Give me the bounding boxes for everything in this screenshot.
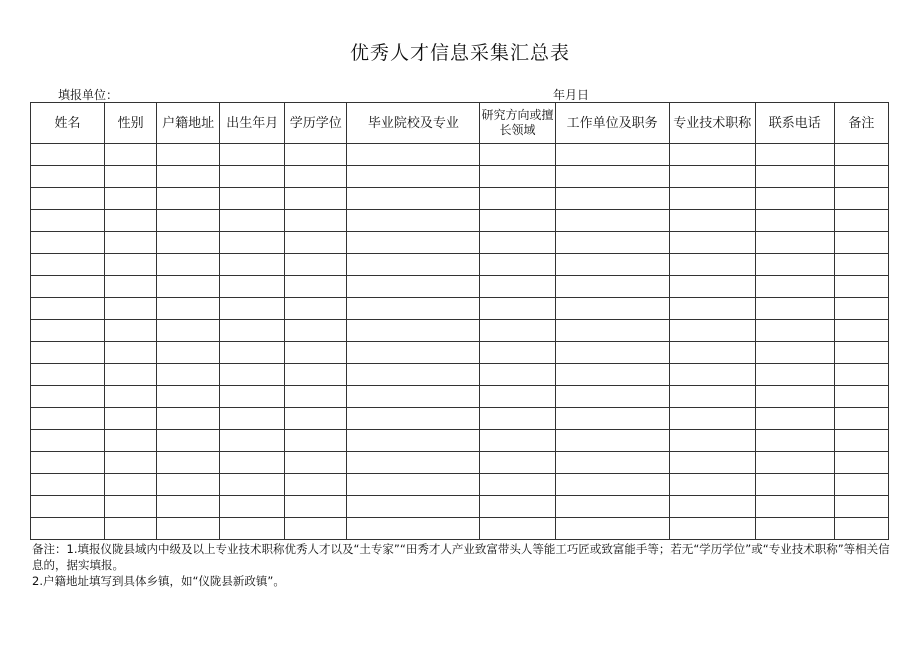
cell-name[interactable]	[31, 144, 105, 166]
cell-school[interactable]	[347, 254, 480, 276]
talent-info-table	[30, 102, 889, 540]
cell-birth[interactable]	[220, 144, 285, 166]
cell-phone[interactable]	[755, 452, 834, 474]
table-row	[31, 430, 889, 452]
cell-degree[interactable]	[285, 518, 347, 540]
cell-gender[interactable]	[105, 474, 157, 496]
cell-phone[interactable]	[755, 386, 834, 408]
cell-gender[interactable]	[105, 452, 157, 474]
cell-birth[interactable]	[220, 342, 285, 364]
cell-remarks[interactable]	[834, 166, 888, 188]
cell-household[interactable]	[157, 364, 220, 386]
cell-school[interactable]	[347, 232, 480, 254]
cell-phone[interactable]	[755, 518, 834, 540]
cell-title[interactable]	[669, 474, 755, 496]
cell-gender[interactable]	[105, 276, 157, 298]
cell-gender[interactable]	[105, 408, 157, 430]
cell-birth[interactable]	[220, 386, 285, 408]
cell-gender[interactable]	[105, 298, 157, 320]
cell-title[interactable]	[669, 144, 755, 166]
cell-employer[interactable]	[555, 364, 669, 386]
cell-remarks[interactable]	[834, 188, 888, 210]
cell-gender[interactable]	[105, 188, 157, 210]
cell-degree[interactable]	[285, 364, 347, 386]
cell-name[interactable]	[31, 320, 105, 342]
cell-birth[interactable]	[220, 518, 285, 540]
table-row	[31, 276, 889, 298]
cell-degree[interactable]	[285, 430, 347, 452]
cell-employer[interactable]	[555, 430, 669, 452]
cell-remarks[interactable]	[834, 430, 888, 452]
form-title: 优秀人才信息采集汇总表	[349, 42, 570, 64]
cell-gender[interactable]	[105, 496, 157, 518]
cell-birth[interactable]	[220, 188, 285, 210]
col-header-phone: 联系电话	[755, 103, 834, 144]
cell-research[interactable]	[480, 188, 555, 210]
cell-phone[interactable]	[755, 298, 834, 320]
cell-title[interactable]	[669, 276, 755, 298]
cell-name[interactable]	[31, 342, 105, 364]
cell-gender[interactable]	[105, 386, 157, 408]
cell-gender[interactable]	[105, 364, 157, 386]
cell-degree[interactable]	[285, 188, 347, 210]
cell-degree[interactable]	[285, 276, 347, 298]
cell-school[interactable]	[347, 452, 480, 474]
cell-title[interactable]	[669, 166, 755, 188]
table-row	[31, 496, 889, 518]
cell-name[interactable]	[31, 386, 105, 408]
cell-name[interactable]	[31, 518, 105, 540]
cell-degree[interactable]	[285, 342, 347, 364]
table-row	[31, 452, 889, 474]
cell-research[interactable]	[480, 298, 555, 320]
cell-name[interactable]	[31, 166, 105, 188]
cell-birth[interactable]	[220, 408, 285, 430]
cell-title[interactable]	[669, 452, 755, 474]
cell-household[interactable]	[157, 452, 220, 474]
cell-school[interactable]	[347, 430, 480, 452]
cell-remarks[interactable]	[834, 276, 888, 298]
header-row	[31, 103, 889, 144]
cell-name[interactable]	[31, 254, 105, 276]
cell-remarks[interactable]	[834, 452, 888, 474]
cell-school[interactable]	[347, 188, 480, 210]
cell-degree[interactable]	[285, 386, 347, 408]
cell-research[interactable]	[480, 342, 555, 364]
cell-phone[interactable]	[755, 364, 834, 386]
cell-employer[interactable]	[555, 452, 669, 474]
cell-name[interactable]	[31, 210, 105, 232]
cell-employer[interactable]	[555, 188, 669, 210]
cell-school[interactable]	[347, 166, 480, 188]
cell-gender[interactable]	[105, 342, 157, 364]
cell-remarks[interactable]	[834, 254, 888, 276]
cell-household[interactable]	[157, 298, 220, 320]
cell-birth[interactable]	[220, 298, 285, 320]
cell-research[interactable]	[480, 474, 555, 496]
cell-name[interactable]	[31, 188, 105, 210]
cell-birth[interactable]	[220, 254, 285, 276]
cell-remarks[interactable]	[834, 364, 888, 386]
cell-household[interactable]	[157, 232, 220, 254]
table-row	[31, 298, 889, 320]
cell-title[interactable]	[669, 364, 755, 386]
cell-degree[interactable]	[285, 452, 347, 474]
cell-title[interactable]	[669, 210, 755, 232]
col-header-name: 姓名	[31, 103, 105, 144]
cell-research[interactable]	[480, 276, 555, 298]
cell-name[interactable]	[31, 232, 105, 254]
cell-research[interactable]	[480, 144, 555, 166]
cell-title[interactable]	[669, 342, 755, 364]
table-row	[31, 386, 889, 408]
cell-household[interactable]	[157, 518, 220, 540]
cell-employer[interactable]	[555, 496, 669, 518]
table-row	[31, 144, 889, 166]
cell-employer[interactable]	[555, 386, 669, 408]
cell-title[interactable]	[669, 430, 755, 452]
table-row	[31, 342, 889, 364]
col-header-gender: 性别	[105, 103, 157, 144]
cell-name[interactable]	[31, 430, 105, 452]
cell-birth[interactable]	[220, 276, 285, 298]
cell-phone[interactable]	[755, 254, 834, 276]
cell-household[interactable]	[157, 188, 220, 210]
cell-remarks[interactable]	[834, 518, 888, 540]
cell-remarks[interactable]	[834, 496, 888, 518]
cell-degree[interactable]	[285, 496, 347, 518]
cell-name[interactable]	[31, 408, 105, 430]
cell-remarks[interactable]	[834, 408, 888, 430]
table-row	[31, 474, 889, 496]
cell-employer[interactable]	[555, 298, 669, 320]
cell-school[interactable]	[347, 408, 480, 430]
cell-research[interactable]	[480, 408, 555, 430]
cell-gender[interactable]	[105, 210, 157, 232]
cell-phone[interactable]	[755, 166, 834, 188]
col-header-school: 毕业院校及专业	[347, 103, 480, 144]
cell-employer[interactable]	[555, 518, 669, 540]
col-header-title: 专业技术职称	[669, 103, 755, 144]
cell-gender[interactable]	[105, 144, 157, 166]
cell-remarks[interactable]	[834, 386, 888, 408]
cell-phone[interactable]	[755, 320, 834, 342]
cell-household[interactable]	[157, 320, 220, 342]
cell-degree[interactable]	[285, 298, 347, 320]
cell-household[interactable]	[157, 430, 220, 452]
cell-phone[interactable]	[755, 232, 834, 254]
cell-household[interactable]	[157, 144, 220, 166]
cell-research[interactable]	[480, 254, 555, 276]
cell-name[interactable]	[31, 298, 105, 320]
cell-phone[interactable]	[755, 496, 834, 518]
table-row	[31, 166, 889, 188]
table-row	[31, 210, 889, 232]
cell-degree[interactable]	[285, 210, 347, 232]
cell-title[interactable]	[669, 232, 755, 254]
cell-remarks[interactable]	[834, 298, 888, 320]
cell-degree[interactable]	[285, 254, 347, 276]
cell-research[interactable]	[480, 452, 555, 474]
table-row	[31, 188, 889, 210]
table-row	[31, 518, 889, 540]
cell-remarks[interactable]	[834, 320, 888, 342]
cell-birth[interactable]	[220, 496, 285, 518]
cell-name[interactable]	[31, 452, 105, 474]
cell-employer[interactable]	[555, 276, 669, 298]
cell-school[interactable]	[347, 342, 480, 364]
cell-name[interactable]	[31, 364, 105, 386]
cell-school[interactable]	[347, 474, 480, 496]
cell-employer[interactable]	[555, 342, 669, 364]
cell-birth[interactable]	[220, 364, 285, 386]
cell-birth[interactable]	[220, 430, 285, 452]
col-header-remarks: 备注	[834, 103, 888, 144]
table-row	[31, 364, 889, 386]
cell-remarks[interactable]	[834, 144, 888, 166]
cell-research[interactable]	[480, 210, 555, 232]
cell-remarks[interactable]	[834, 474, 888, 496]
cell-employer[interactable]	[555, 320, 669, 342]
cell-school[interactable]	[347, 386, 480, 408]
cell-birth[interactable]	[220, 210, 285, 232]
cell-household[interactable]	[157, 408, 220, 430]
cell-degree[interactable]	[285, 408, 347, 430]
cell-household[interactable]	[157, 496, 220, 518]
cell-remarks[interactable]	[834, 210, 888, 232]
cell-degree[interactable]	[285, 474, 347, 496]
cell-gender[interactable]	[105, 166, 157, 188]
cell-school[interactable]	[347, 276, 480, 298]
cell-gender[interactable]	[105, 518, 157, 540]
cell-phone[interactable]	[755, 430, 834, 452]
cell-employer[interactable]	[555, 210, 669, 232]
cell-school[interactable]	[347, 496, 480, 518]
cell-name[interactable]	[31, 496, 105, 518]
footnotes	[32, 541, 890, 589]
table-body	[31, 144, 889, 540]
table-row	[31, 320, 889, 342]
col-header-household: 户籍地址	[157, 103, 220, 144]
cell-phone[interactable]	[755, 474, 834, 496]
cell-employer[interactable]	[555, 474, 669, 496]
cell-school[interactable]	[347, 210, 480, 232]
cell-employer[interactable]	[555, 166, 669, 188]
cell-gender[interactable]	[105, 232, 157, 254]
table-row	[31, 254, 889, 276]
cell-remarks[interactable]	[834, 232, 888, 254]
cell-remarks[interactable]	[834, 342, 888, 364]
cell-employer[interactable]	[555, 254, 669, 276]
cell-household[interactable]	[157, 342, 220, 364]
cell-birth[interactable]	[220, 232, 285, 254]
cell-employer[interactable]	[555, 144, 669, 166]
cell-phone[interactable]	[755, 188, 834, 210]
cell-employer[interactable]	[555, 408, 669, 430]
cell-gender[interactable]	[105, 320, 157, 342]
cell-name[interactable]	[31, 276, 105, 298]
cell-research[interactable]	[480, 232, 555, 254]
cell-name[interactable]	[31, 474, 105, 496]
date-label: 年月日	[553, 88, 590, 102]
cell-research[interactable]	[480, 364, 555, 386]
footnote-1: 备注：1.填报仪陇县域内中级及以上专业技术职称优秀人才以及“土专家”“田秀才人产业致富带头人等能工巧匠或致富能手等；若无“学历学位”或“专业技术职称”等相关信息的，据实填报。	[32, 542, 890, 572]
col-header-research: 研究方向或擅长领域	[480, 103, 555, 144]
cell-title[interactable]	[669, 518, 755, 540]
cell-title[interactable]	[669, 386, 755, 408]
col-header-birth: 出生年月	[220, 103, 285, 144]
col-header-employer: 工作单位及职务	[555, 103, 669, 144]
cell-title[interactable]	[669, 496, 755, 518]
cell-household[interactable]	[157, 254, 220, 276]
cell-phone[interactable]	[755, 342, 834, 364]
cell-title[interactable]	[669, 298, 755, 320]
cell-title[interactable]	[669, 408, 755, 430]
cell-phone[interactable]	[755, 144, 834, 166]
cell-household[interactable]	[157, 386, 220, 408]
cell-research[interactable]	[480, 320, 555, 342]
cell-household[interactable]	[157, 474, 220, 496]
cell-degree[interactable]	[285, 320, 347, 342]
cell-gender[interactable]	[105, 254, 157, 276]
cell-gender[interactable]	[105, 430, 157, 452]
cell-phone[interactable]	[755, 276, 834, 298]
cell-title[interactable]	[669, 254, 755, 276]
cell-research[interactable]	[480, 496, 555, 518]
cell-birth[interactable]	[220, 474, 285, 496]
cell-school[interactable]	[347, 320, 480, 342]
cell-household[interactable]	[157, 166, 220, 188]
footnote-2: 2.户籍地址填写到具体乡镇，如“仪陇县新政镇”。	[32, 574, 285, 588]
cell-school[interactable]	[347, 364, 480, 386]
cell-household[interactable]	[157, 276, 220, 298]
cell-research[interactable]	[480, 430, 555, 452]
cell-school[interactable]	[347, 518, 480, 540]
cell-phone[interactable]	[755, 408, 834, 430]
cell-degree[interactable]	[285, 166, 347, 188]
cell-birth[interactable]	[220, 166, 285, 188]
table-row	[31, 232, 889, 254]
cell-research[interactable]	[480, 166, 555, 188]
fill-unit-label: 填报单位：	[58, 88, 119, 102]
cell-degree[interactable]	[285, 144, 347, 166]
cell-phone[interactable]	[755, 210, 834, 232]
cell-birth[interactable]	[220, 320, 285, 342]
col-header-degree: 学历学位	[285, 103, 347, 144]
cell-household[interactable]	[157, 210, 220, 232]
table-row	[31, 408, 889, 430]
cell-school[interactable]	[347, 298, 480, 320]
cell-title[interactable]	[669, 188, 755, 210]
cell-title[interactable]	[669, 320, 755, 342]
cell-degree[interactable]	[285, 232, 347, 254]
cell-research[interactable]	[480, 518, 555, 540]
cell-school[interactable]	[347, 144, 480, 166]
cell-research[interactable]	[480, 386, 555, 408]
cell-birth[interactable]	[220, 452, 285, 474]
cell-employer[interactable]	[555, 232, 669, 254]
